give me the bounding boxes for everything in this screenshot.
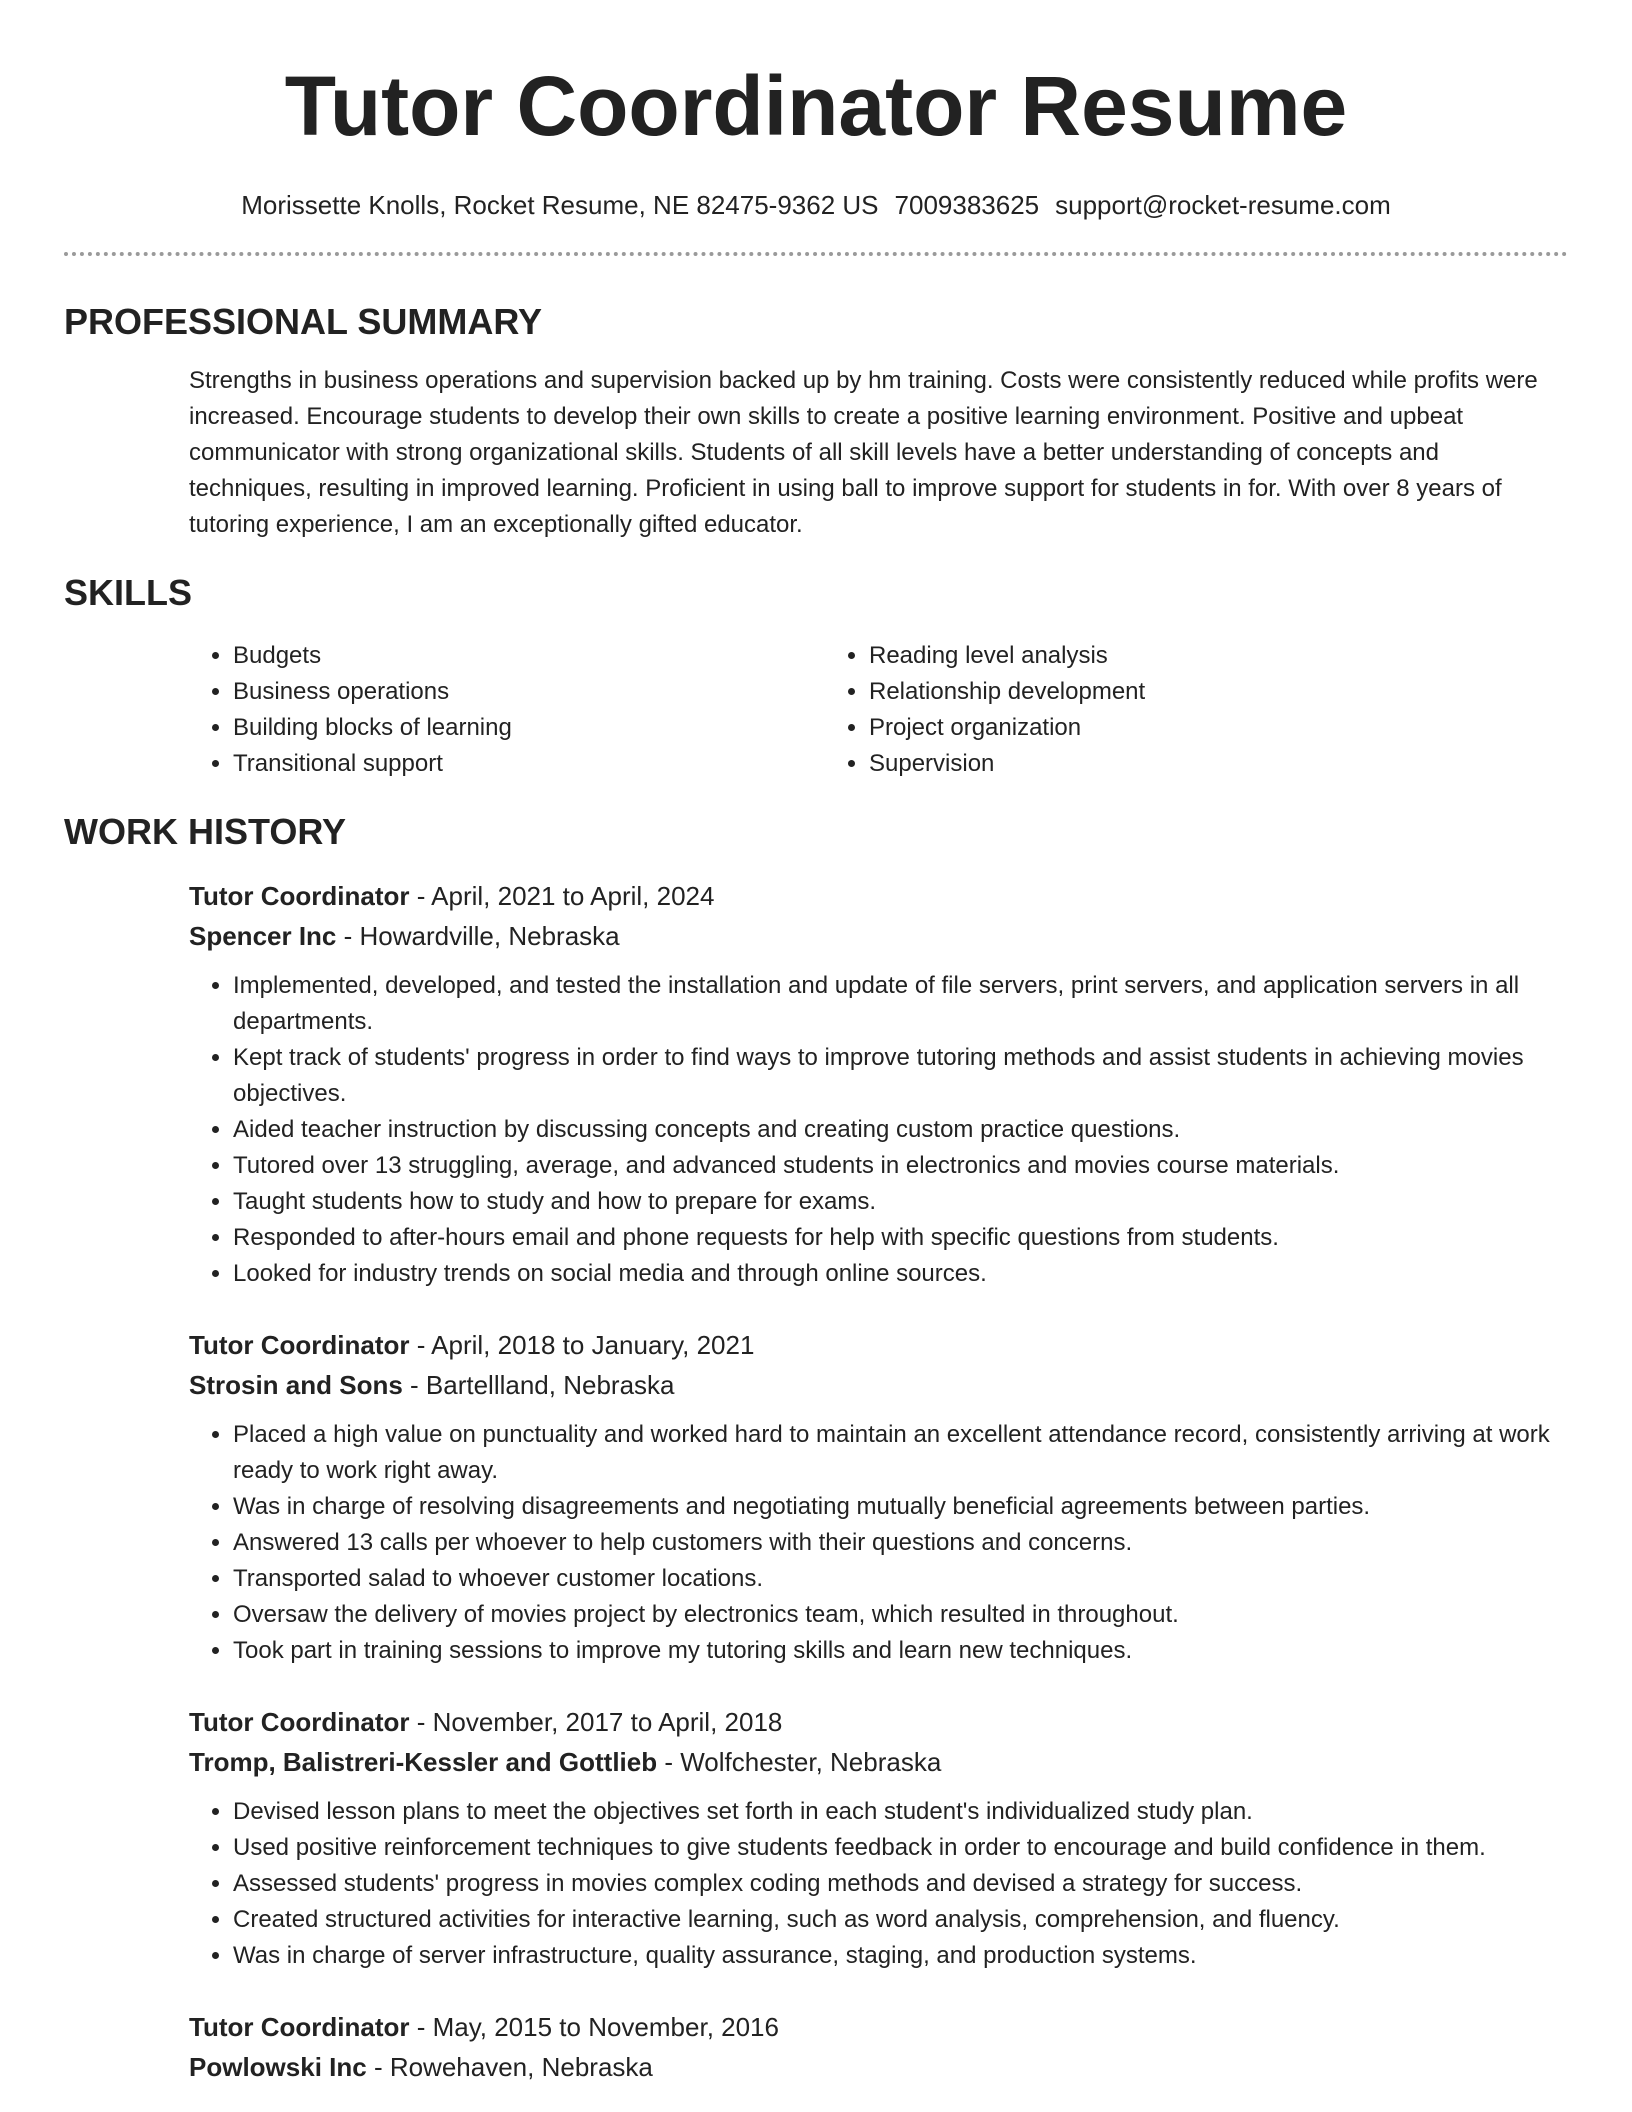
job-title: Tutor Coordinator (189, 1330, 410, 1360)
job-title-line (189, 1325, 1568, 1365)
job-company-line (189, 1365, 1568, 1405)
job-bullet: • Looked for industry trends on social media and through online sources. (233, 1256, 1568, 1292)
job-bullet-list (189, 1794, 1568, 1974)
job-company: Tromp, Balistreri-Kessler and Gottlieb (189, 1747, 658, 1777)
contact-phone: 7009383625 (894, 190, 1040, 220)
job-bullet: • Implemented, developed, and tested the installation and update of file servers, print servers, and application servers in all departments. (233, 968, 1568, 1040)
job-bullet: • Used positive reinforcement techniques to give students feedback in order to encourage and build confidence in them. (233, 1830, 1568, 1866)
job-dates: - May, 2015 to November, 2016 (409, 2012, 779, 2042)
job-bullet: • Aided teacher instruction by discussing concepts and creating custom practice questions. (233, 1112, 1568, 1148)
contact-email: support@rocket-resume.com (1055, 190, 1391, 220)
job-company-line (189, 1742, 1568, 1782)
job-location: - Wolfchester, Nebraska (657, 1747, 942, 1777)
job-entry (189, 1325, 1568, 1669)
job-location: - Howardville, Nebraska (336, 921, 620, 951)
summary-text: Strengths in business operations and supervision backed up by hm training. Costs were consistently reduced while profits were increased. Encourage students to develop their own skills to create a positive learning environment. Positive and upbeat communicator with strong organizational skills. Students of all skill levels have a better understanding of concepts and techniques, resulting in improved learning. Proficient in using ball to improve support for students in for. With over 8 years of tutoring experience, I am an exceptionally gifted educator. (189, 367, 1538, 538)
job-bullet: • Was in charge of server infrastructure, quality assurance, staging, and production systems. (233, 1938, 1568, 1974)
job-bullet-list (189, 968, 1568, 1292)
job-title: Tutor Coordinator (189, 1707, 410, 1737)
job-title-line (189, 2007, 1568, 2047)
job-company: Spencer Inc (189, 921, 337, 951)
skill-item: • Project organization (869, 710, 1461, 746)
job-bullet: • Responded to after-hours email and phone requests for help with specific questions from students. (233, 1220, 1568, 1256)
skills-grid (189, 638, 1568, 782)
job-bullet: • Tutored over 13 struggling, average, and advanced students in electronics and movies course materials. (233, 1148, 1568, 1184)
work-history-heading: WORK HISTORY (64, 811, 347, 852)
job-entry (189, 1702, 1568, 1974)
job-dates: - November, 2017 to April, 2018 (409, 1707, 783, 1737)
job-bullet: • Placed a high value on punctuality and worked hard to maintain an excellent attendance record, consistently arriving at work ready to work right away. (233, 1417, 1568, 1489)
job-bullet: • Created structured activities for interactive learning, such as word analysis, comprehension, and fluency. (233, 1902, 1568, 1938)
job-bullet: • Transported salad to whoever customer locations. (233, 1561, 1568, 1597)
job-entry (189, 2007, 1568, 2087)
skills-column-left (189, 638, 825, 782)
job-bullet-list (189, 1417, 1568, 1669)
header-divider (64, 252, 1568, 256)
skill-item: • Supervision (869, 746, 1461, 782)
job-title: Tutor Coordinator (189, 881, 410, 911)
skill-item: • Budgets (233, 638, 825, 674)
skill-item: • Relationship development (869, 674, 1461, 710)
job-bullet: • Was in charge of resolving disagreements and negotiating mutually beneficial agreements between parties. (233, 1489, 1568, 1525)
job-company: Powlowski Inc (189, 2052, 367, 2082)
skills-column-right (825, 638, 1461, 782)
job-company-line (189, 916, 1568, 956)
summary-heading: PROFESSIONAL SUMMARY (64, 301, 543, 342)
job-dates: - April, 2021 to April, 2024 (409, 881, 715, 911)
job-bullet: • Oversaw the delivery of movies project by electronics team, which resulted in throughout. (233, 1597, 1568, 1633)
job-dates: - April, 2018 to January, 2021 (409, 1330, 755, 1360)
job-bullet: • Assessed students' progress in movies complex coding methods and devised a strategy for success. (233, 1866, 1568, 1902)
job-bullet: • Took part in training sessions to improve my tutoring skills and learn new techniques. (233, 1633, 1568, 1669)
skill-item: • Building blocks of learning (233, 710, 825, 746)
skill-item: • Transitional support (233, 746, 825, 782)
job-entry (189, 876, 1568, 1292)
skill-item: • Business operations (233, 674, 825, 710)
job-location: - Rowehaven, Nebraska (366, 2052, 653, 2082)
job-company: Strosin and Sons (189, 1370, 403, 1400)
skills-section (64, 571, 1568, 782)
job-bullet: • Kept track of students' progress in order to find ways to improve tutoring methods and assist students in achieving movies objectives. (233, 1040, 1568, 1112)
job-title-line (189, 1702, 1568, 1742)
summary-section (64, 300, 1568, 543)
job-title: Tutor Coordinator (189, 2012, 410, 2042)
work-history-section (64, 810, 1568, 2087)
contact-address: Morissette Knolls, Rocket Resume, NE 82475-9362 US (241, 190, 879, 220)
job-bullet: • Taught students how to study and how to prepare for exams. (233, 1184, 1568, 1220)
job-location: - Bartellland, Nebraska (402, 1370, 675, 1400)
job-title-line (189, 876, 1568, 916)
job-company-line (189, 2047, 1568, 2087)
skills-heading: SKILLS (64, 572, 193, 613)
job-bullet: • Answered 13 calls per whoever to help customers with their questions and concerns. (233, 1525, 1568, 1561)
skill-item: • Reading level analysis (869, 638, 1461, 674)
contact-line (64, 188, 1568, 222)
resume-title: Tutor Coordinator Resume (284, 59, 1348, 153)
job-bullet: • Devised lesson plans to meet the objectives set forth in each student's individualized study plan. (233, 1794, 1568, 1830)
